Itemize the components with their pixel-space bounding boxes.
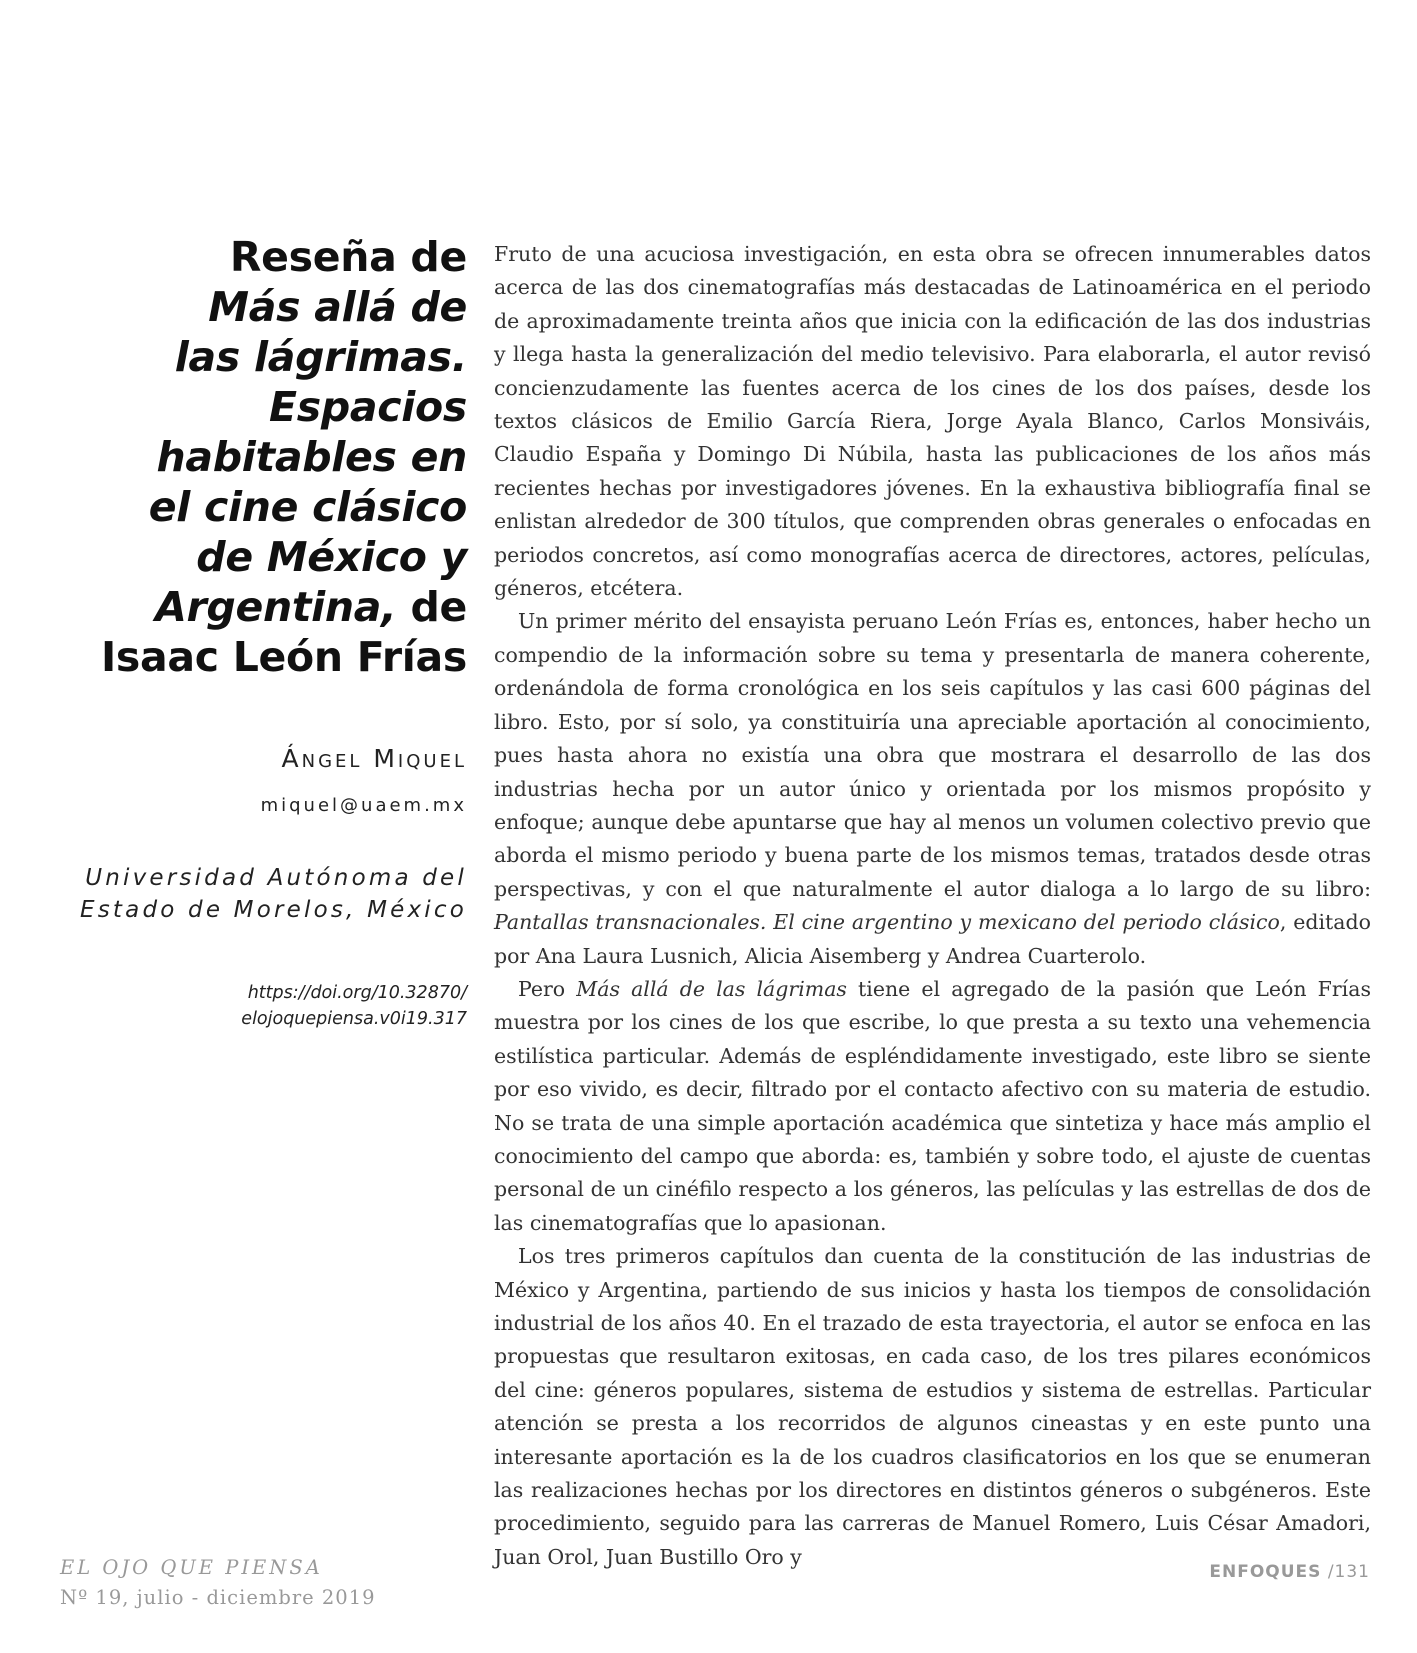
paragraph-text: , editado por Ana Laura Lusnich, Alicia Aisemberg y Andrea Cuarterolo. <box>494 910 1371 968</box>
paragraph <box>494 973 1371 1240</box>
doi-link[interactable] <box>60 980 467 1032</box>
reviewed-book-title: Más allá de las lágrimas <box>576 976 847 1001</box>
page-footer <box>1209 1562 1370 1582</box>
article-header <box>60 232 467 1032</box>
author-email[interactable]: miquel@uaem.mx <box>260 795 467 816</box>
doi-line: https://doi.org/10.32870/ <box>247 983 467 1003</box>
author-institution: Universidad Autónoma del Estado de Morelos, México <box>80 865 467 923</box>
cited-book-title: Pantallas transnacionales. El cine argentino y mexicano del periodo clásico <box>494 910 1280 935</box>
title-line: Argentina, <box>155 583 397 631</box>
paragraph: Los tres primeros capítulos dan cuenta de la constitución de las industrias de México y Argentina, partiendo de sus inicios y hasta los tiempos de consolidación industrial de los años 40. En el trazado de esta trayectoria, el autor se enfoca en las propuestas que resultaron exitosas, en cada caso, de los tres pilares económicos del cine: géneros populares, sistema de estudios y sistema de estrellas. Particular atención se presta a los recorridos de algunos cineastas y en este punto una interesante aportación es la de los cuadros clasificatorios en los que se enumeran las realizaciones hechas por los directores en distintos géneros o subgéneros. Este procedimiento, seguido para las carreras de Manuel Romero, Luis César Amadori, Juan Orol, Juan Bustillo Oro y <box>494 1244 1371 1569</box>
title-line: el cine clásico <box>148 483 467 531</box>
paragraph-text: Pero <box>518 976 577 1001</box>
title-line: de México y <box>196 533 467 581</box>
journal-footer <box>60 1553 376 1613</box>
doi-line: elojoquepiensa.v0i19.317 <box>241 1009 467 1029</box>
author-name: Ángel Miquel <box>281 744 467 773</box>
journal-name: EL OJO QUE PIENSA <box>60 1556 323 1579</box>
title-line: de <box>410 583 467 631</box>
title-line: habitables en <box>156 433 467 481</box>
title-line: Más allá de <box>208 283 467 331</box>
title-line: Reseña de <box>229 233 467 281</box>
page-number: /131 <box>1327 1562 1370 1582</box>
paragraph-text: Un primer mérito del ensayista peruano León Frías es, entonces, haber hecho un compendio de la información sobre su tema y presentarla de manera coherente, ordenándola de forma cronológica en los seis capítulos y las casi 600 páginas del libro. Esto, por sí solo, ya constituiría una apreciable aportación al conocimiento, pues hasta ahora no existía una obra que mostrara el desarrollo de las dos industrias hecha por un autor único y orientada por los mismos propósito y enfoque; aunque debe apuntarse que hay al menos un volumen colectivo previo que aborda el mismo periodo y buena parte de los mismos temas, tratados desde otras perspectivas, y con el que naturalmente el autor dialoga a lo largo de su libro: <box>494 609 1371 901</box>
title-line: las lágrimas. <box>174 333 467 381</box>
paragraph-text: tiene el agregado de la pasión que León Frías muestra por los cines de los que escribe, lo que presta a su texto una vehemencia estilística particular. Además de espléndidamente investigado, este libro se siente por eso vivido, es decir, filtrado por el contacto afectivo con su materia de estudio. No se trata de una simple aportación académica que sintetiza y hace más amplio el conocimiento del campo que aborda: es, también y sobre todo, el ajuste de cuentas personal de un cinéfilo respecto a los géneros, las películas y las estrellas de dos de las cinematografías que lo apasionan. <box>494 976 1371 1235</box>
article-body <box>494 238 1371 1574</box>
article-title <box>60 232 467 682</box>
title-line: Espacios <box>269 383 467 431</box>
journal-issue: Nº 19, julio - diciembre 2019 <box>60 1586 376 1609</box>
paragraph <box>494 605 1371 972</box>
title-line: Isaac León Frías <box>100 633 467 681</box>
section-name: ENFOQUES <box>1209 1562 1322 1582</box>
paragraph: Fruto de una acuciosa investigación, en esta obra se ofrecen innumerables datos acerca de las dos cinematografías más destacadas de Latinoamérica en el periodo de aproximadamente treinta años que inicia con la edificación de las dos industrias y llega hasta la generalización del medio televisivo. Para elaborarla, el autor revisó concienzudamente las fuentes acerca de los cines de los dos países, desde los textos clásicos de Emilio García Riera, Jorge Ayala Blanco, Carlos Monsiváis, Claudio España y Domingo Di Núbila, hasta las publicaciones de los años más recientes hechas por investigadores jóvenes. En la exhaustiva bibliografía final se enlistan alrededor de 300 títulos, que comprenden obras generales o enfocadas en periodos concretos, así como monografías acerca de directores, actores, películas, géneros, etcétera. <box>494 242 1371 601</box>
